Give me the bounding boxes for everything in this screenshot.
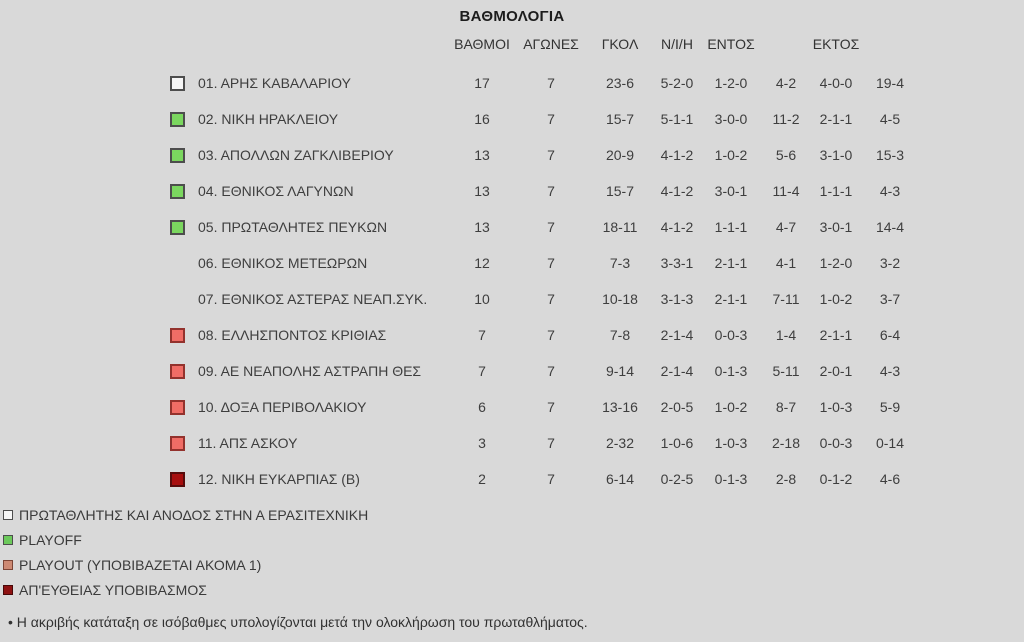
champion-swatch-icon (3, 510, 13, 520)
cell-away-goals: 3-7 (879, 291, 901, 307)
legend-item-playout (3, 552, 368, 577)
cell-away-goals: 0-14 (875, 435, 905, 451)
footnote: • Η ακριβής κατάταξη σε ισόβαθμες υπολογίζονται μετά την ολοκλήρωση του πρωταθλήματος. (8, 614, 588, 630)
team-status-badge (170, 400, 185, 415)
cell-away-goals: 4-3 (879, 363, 901, 379)
cell-points: 10 (474, 291, 490, 307)
cell-home-wdl: 1-0-2 (714, 399, 748, 415)
playoff-swatch-icon (3, 535, 13, 545)
cell-games: 7 (547, 147, 555, 163)
team-status-badge (170, 76, 185, 91)
cell-home-wdl: 0-1-3 (714, 471, 748, 487)
cell-points: 7 (478, 327, 486, 343)
team-status-badge (170, 364, 185, 379)
cell-wdl: 5-2-0 (660, 75, 694, 91)
cell-away-goals: 4-5 (879, 111, 901, 127)
cell-home-wdl: 1-0-3 (714, 435, 748, 451)
cell-home-wdl: 0-0-3 (714, 327, 748, 343)
column-header-games: ΑΓΩΝΕΣ (523, 36, 579, 52)
cell-goals: 13-16 (602, 399, 638, 415)
cell-home-goals: 4-7 (775, 219, 797, 235)
cell-games: 7 (547, 291, 555, 307)
cell-games: 7 (547, 471, 555, 487)
cell-wdl: 0-2-5 (660, 471, 694, 487)
relegation-swatch-icon (3, 585, 13, 595)
legend-item-playoff (3, 527, 368, 552)
cell-home-wdl: 1-0-2 (714, 147, 748, 163)
cell-points: 6 (478, 399, 486, 415)
legend-label: PLAYOFF (19, 531, 82, 548)
cell-away-wdl: 2-1-1 (819, 111, 853, 127)
cell-games: 7 (547, 363, 555, 379)
table-row (170, 101, 918, 137)
cell-home-wdl: 1-2-0 (714, 75, 748, 91)
cell-points: 13 (474, 219, 490, 235)
table-row (170, 173, 918, 209)
team-name[interactable]: 02. ΝΙΚΗ ΗΡΑΚΛΕΙΟΥ (198, 111, 339, 127)
cell-goals: 2-32 (605, 435, 635, 451)
team-name[interactable]: 11. ΑΠΣ ΑΣΚΟΥ (198, 435, 298, 451)
cell-away-goals: 3-2 (879, 255, 901, 271)
cell-wdl: 4-1-2 (660, 219, 694, 235)
column-header-points: ΒΑΘΜΟΙ (454, 36, 510, 52)
cell-games: 7 (547, 435, 555, 451)
team-status-badge (170, 472, 185, 487)
cell-points: 12 (474, 255, 490, 271)
cell-points: 7 (478, 363, 486, 379)
standings-table (170, 36, 918, 497)
cell-away-wdl: 2-0-1 (819, 363, 853, 379)
team-name[interactable]: 06. ΕΘΝΙΚΟΣ ΜΕΤΕΩΡΩΝ (198, 255, 368, 271)
table-row (170, 353, 918, 389)
cell-wdl: 3-3-1 (660, 255, 694, 271)
table-row (170, 137, 918, 173)
legend-label: PLAYOUT (ΥΠΟΒΙΒΑΖΕΤΑΙ ΑΚΟΜΑ 1) (19, 556, 262, 573)
cell-away-goals: 15-3 (875, 147, 905, 163)
cell-away-wdl: 1-0-3 (819, 399, 853, 415)
team-status-badge (170, 220, 185, 235)
team-name[interactable]: 12. ΝΙΚΗ ΕΥΚΑΡΠΙΑΣ (Β) (198, 471, 360, 487)
cell-away-wdl: 1-0-2 (819, 291, 853, 307)
cell-goals: 20-9 (605, 147, 635, 163)
cell-goals: 7-8 (609, 327, 631, 343)
team-name[interactable]: 05. ΠΡΩΤΑΘΛΗΤΕΣ ΠΕΥΚΩΝ (198, 219, 388, 235)
cell-away-wdl: 0-0-3 (819, 435, 853, 451)
cell-home-goals: 11-2 (772, 111, 800, 127)
legend-item-champion (3, 502, 368, 527)
cell-home-wdl: 0-1-3 (714, 363, 748, 379)
cell-away-wdl: 2-1-1 (819, 327, 853, 343)
table-row (170, 317, 918, 353)
cell-points: 3 (478, 435, 486, 451)
table-row (170, 425, 918, 461)
legend-label: ΑΠ'ΕΥΘΕΙΑΣ ΥΠΟΒΙΒΑΣΜΟΣ (19, 581, 207, 598)
table-row (170, 461, 918, 497)
cell-away-wdl: 1-2-0 (819, 255, 853, 271)
table-row (170, 281, 918, 317)
cell-games: 7 (547, 219, 555, 235)
cell-games: 7 (547, 327, 555, 343)
cell-points: 2 (478, 471, 486, 487)
column-header-home: ΕΝΤΟΣ (707, 36, 755, 52)
playout-swatch-icon (3, 560, 13, 570)
cell-wdl: 1-0-6 (660, 435, 694, 451)
cell-home-wdl: 3-0-0 (714, 111, 748, 127)
page-title: ΒΑΘΜΟΛΟΓΙΑ (459, 8, 565, 25)
column-header-wdl: Ν/Ι/Η (661, 36, 693, 52)
cell-wdl: 2-0-5 (660, 399, 694, 415)
cell-goals: 23-6 (605, 75, 635, 91)
cell-home-goals: 8-7 (775, 399, 797, 415)
cell-goals: 6-14 (605, 471, 635, 487)
cell-games: 7 (547, 255, 555, 271)
table-row (170, 209, 918, 245)
cell-away-wdl: 3-0-1 (819, 219, 853, 235)
cell-wdl: 2-1-4 (660, 363, 694, 379)
cell-home-goals: 1-4 (775, 327, 797, 343)
cell-away-goals: 4-6 (879, 471, 901, 487)
cell-wdl: 5-1-1 (660, 111, 694, 127)
cell-goals: 9-14 (605, 363, 635, 379)
table-row (170, 389, 918, 425)
cell-points: 13 (474, 147, 490, 163)
cell-games: 7 (547, 399, 555, 415)
team-status-badge (170, 436, 185, 451)
cell-goals: 15-7 (605, 183, 635, 199)
legend (3, 502, 368, 602)
cell-away-goals: 5-9 (879, 399, 901, 415)
team-status-badge (170, 184, 185, 199)
column-header-away: ΕΚΤΟΣ (812, 36, 860, 52)
cell-home-goals: 5-6 (775, 147, 797, 163)
team-name[interactable]: 01. ΑΡΗΣ ΚΑΒΑΛΑΡΙΟΥ (198, 75, 351, 91)
cell-goals: 7-3 (609, 255, 631, 271)
cell-wdl: 4-1-2 (660, 147, 694, 163)
cell-points: 16 (474, 111, 490, 127)
cell-home-goals: 4-1 (775, 255, 797, 271)
team-name[interactable]: 04. ΕΘΝΙΚΟΣ ΛΑΓΥΝΩΝ (198, 183, 354, 199)
team-name[interactable]: 07. ΕΘΝΙΚΟΣ ΑΣΤΕΡΑΣ ΝΕΑΠ.ΣΥΚ. (198, 291, 428, 307)
cell-goals: 10-18 (602, 291, 638, 307)
cell-wdl: 3-1-3 (660, 291, 694, 307)
team-name[interactable]: 09. ΑΕ ΝΕΑΠΟΛΗΣ ΑΣΤΡΑΠΗ ΘΕΣ (198, 363, 422, 379)
cell-home-goals: 4-2 (775, 75, 797, 91)
cell-home-goals: 5-11 (772, 363, 800, 379)
cell-games: 7 (547, 75, 555, 91)
legend-item-relegation (3, 577, 368, 602)
cell-away-wdl: 4-0-0 (819, 75, 853, 91)
team-name[interactable]: 10. ΔΟΞΑ ΠΕΡΙΒΟΛΑΚΙΟΥ (198, 399, 367, 415)
cell-home-goals: 2-8 (775, 471, 797, 487)
team-status-badge (170, 112, 185, 127)
cell-home-goals: 7-11 (772, 291, 800, 307)
cell-wdl: 2-1-4 (660, 327, 694, 343)
cell-home-goals: 11-4 (772, 183, 800, 199)
legend-label: ΠΡΩΤΑΘΛΗΤΗΣ ΚΑΙ ΑΝΟΔΟΣ ΣΤΗΝ Α ΕΡΑΣΙΤΕΧΝΙΚΗ (19, 506, 369, 523)
cell-goals: 18-11 (602, 219, 638, 235)
cell-away-goals: 19-4 (875, 75, 905, 91)
cell-points: 17 (474, 75, 490, 91)
cell-games: 7 (547, 183, 555, 199)
cell-away-goals: 14-4 (875, 219, 905, 235)
cell-wdl: 4-1-2 (660, 183, 694, 199)
cell-away-goals: 6-4 (879, 327, 901, 343)
column-header-goals: ΓΚΟΛ (601, 36, 639, 52)
cell-away-goals: 4-3 (879, 183, 901, 199)
table-row (170, 65, 918, 101)
table-row (170, 245, 918, 281)
cell-away-wdl: 3-1-0 (819, 147, 853, 163)
team-name[interactable]: 03. ΑΠΟΛΛΩΝ ΖΑΓΚΛΙΒΕΡΙΟΥ (198, 147, 394, 163)
cell-away-wdl: 1-1-1 (819, 183, 853, 199)
cell-points: 13 (474, 183, 490, 199)
cell-away-wdl: 0-1-2 (819, 471, 853, 487)
cell-home-wdl: 3-0-1 (714, 183, 748, 199)
cell-goals: 15-7 (605, 111, 635, 127)
table-header-row (170, 36, 918, 65)
team-name[interactable]: 08. ΕΛΛΗΣΠΟΝΤΟΣ ΚΡΙΘΙΑΣ (198, 327, 387, 343)
cell-games: 7 (547, 111, 555, 127)
cell-home-wdl: 1-1-1 (714, 219, 748, 235)
cell-home-wdl: 2-1-1 (714, 255, 748, 271)
cell-home-wdl: 2-1-1 (714, 291, 748, 307)
team-status-badge (170, 328, 185, 343)
cell-home-goals: 2-18 (771, 435, 801, 451)
team-status-badge (170, 148, 185, 163)
